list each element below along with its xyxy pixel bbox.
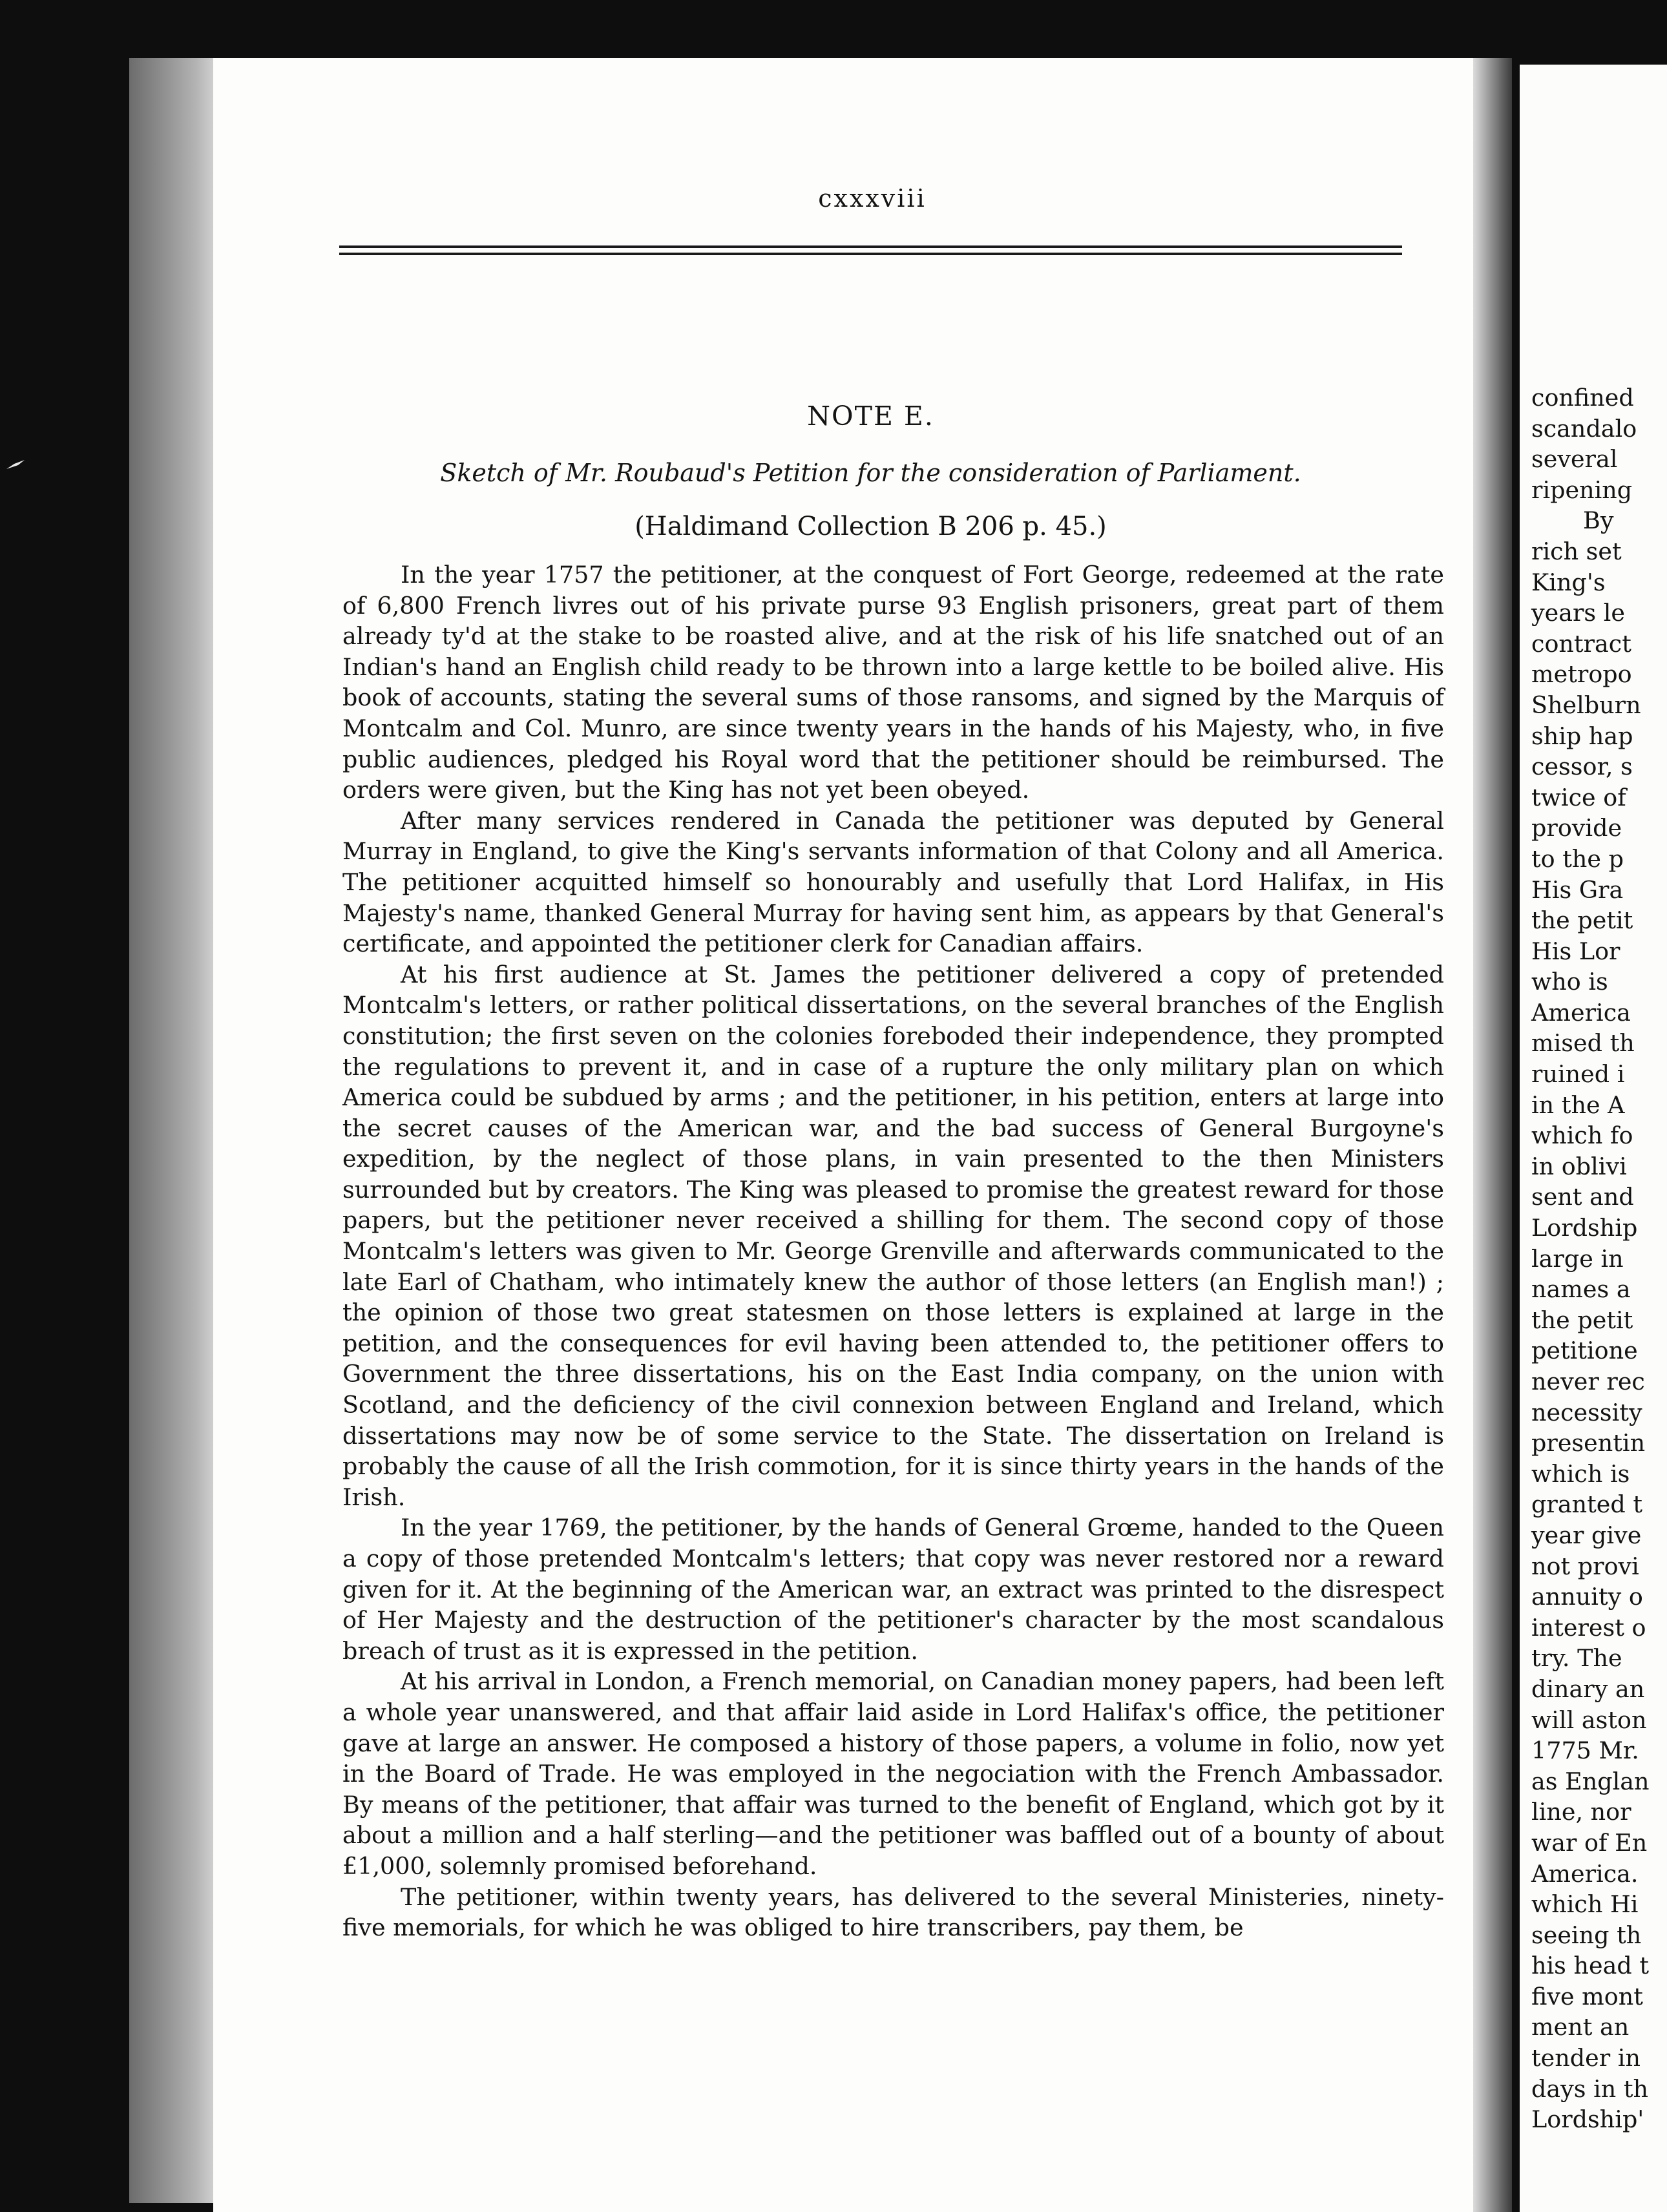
facing-page-line: America: [1531, 998, 1631, 1027]
facing-page-line: war of En: [1531, 1828, 1648, 1857]
facing-page-line: as Englan: [1531, 1767, 1650, 1795]
facing-page-line: ripening: [1531, 475, 1633, 504]
facing-page-line: his head t: [1531, 1952, 1650, 1980]
facing-page-line: several: [1531, 445, 1618, 474]
facing-page-line: years le: [1531, 599, 1626, 627]
facing-page-line: 1775 Mr.: [1531, 1737, 1639, 1765]
facing-page-line: By: [1583, 506, 1614, 535]
facing-page-line: twice of: [1531, 783, 1626, 811]
facing-page-line: try. The: [1531, 1644, 1622, 1673]
header-rule-bottom: [339, 253, 1402, 255]
facing-page-line: granted t: [1531, 1490, 1642, 1519]
facing-page-line: ment an: [1531, 2013, 1630, 2041]
facing-page-line: never rec: [1531, 1368, 1645, 1395]
facing-page-text: [1531, 382, 1667, 2135]
facing-page-line: dinary an: [1531, 1675, 1645, 1703]
facing-page-line: which Hi: [1531, 1890, 1639, 1919]
facing-page-line: confined: [1531, 384, 1634, 412]
facing-page-line: rich set: [1531, 537, 1622, 565]
facing-page-line: provide: [1531, 814, 1622, 842]
facing-page-line: scandalo: [1531, 414, 1637, 443]
facing-page-line: America.: [1531, 1859, 1639, 1888]
paragraph: The petitioner, within twenty years, has delivered to the several Ministeries, ninety-five memorials, for which he was obliged to hire transcribers, pay them, be: [342, 1883, 1444, 1942]
paragraph: In the year 1769, the petitioner, by the hands of General Grœme, handed to the Queen a copy of those pretended Montcalm's letters; that copy was never restored nor a reward given for it. At the beginning of the American war, an extract was printed to the disrespect of Her Majesty and the destruction of the petitioner's character by the most scandalous breach of trust as it is expressed in the petition.: [342, 1514, 1444, 1665]
facing-page-line: cessor, s: [1531, 753, 1633, 781]
header-rule-top: [339, 245, 1402, 248]
facing-page-line: the petit: [1531, 1306, 1633, 1334]
facing-page-line: sent and: [1531, 1183, 1634, 1211]
facing-page-line: King's: [1531, 568, 1606, 596]
facing-page-line: seeing th: [1531, 1921, 1642, 1949]
facing-page-line: annuity o: [1531, 1583, 1643, 1611]
facing-page-line: names a: [1531, 1275, 1631, 1304]
note-source: (Haldimand Collection B 206 p. 45.): [634, 512, 1107, 541]
paragraph: At his first audience at St. James the petitioner delivered a copy of pretended Montcalm's letters, or rather political dissertations, on the several branches of the English constitution; the first seven on the colonies foreboded their independence, they prompted the regulations to prevent it, and in case of a rupture the only military plan on which America could be subdued by arms ; and the petitioner, in his petition, enters at large into the secret causes of the American war, and the bad success of General Burgoyne's expedition, by the neglect of those plans, in vain presented to the then Ministers surrounded but by creators. The King was pleased to promise the greatest reward for those papers, but the petitioner never received a shilling for them. The second copy of those Montcalm's letters was given to Mr. George Grenville and afterwards communicated to the late Earl of Chatham, who intimately knew the author of those letters (an English man!) ; the opinion of those two great statesmen on those letters is explained at large in the petition, and the consequences for evil having been attended to, the petitioner offers to Government the three dissertations, his on the East India company, on the union with Scotland, and the deficiency of the civil connexion between England and Ireland, which dissertations may now be of some service to the State. The dissertation on Ireland is probably the cause of all the Irish commotion, for it is since thirty years in the hands of the Irish.: [342, 960, 1444, 1511]
note-subtitle: Sketch of Mr. Roubaud's Petition for the consideration of Parliament.: [440, 459, 1301, 487]
facing-page-line: Lordship: [1531, 1214, 1638, 1242]
facing-page-line: days in th: [1531, 2074, 1649, 2103]
facing-page-line: in the A: [1531, 1090, 1625, 1119]
header-double-rule: [339, 245, 1402, 255]
facing-page-line: the petit: [1531, 906, 1633, 935]
facing-page-line: which is: [1531, 1459, 1630, 1488]
facing-page-line: will aston: [1531, 1706, 1647, 1734]
facing-page-line: large in: [1531, 1244, 1624, 1273]
facing-page-line: tender in: [1531, 2044, 1641, 2072]
facing-page: [1520, 65, 1667, 2212]
facing-page-line: Shelburn: [1531, 691, 1641, 719]
facing-page-line: who is: [1531, 968, 1608, 996]
paragraph: After many services rendered in Canada the petitioner was deputed by General Murray in England, to give the King's servants information of that Colony and all America. The petitioner acquitted himself so honourably and usefully that Lord Halifax, in His Majesty's name, thanked General Murray for having sent him, as appears by that General's certificate, and appointed the petitioner clerk for Canadian affairs.: [342, 806, 1444, 958]
page-fold-shadow: [1473, 58, 1512, 2212]
facing-page-line: not provi: [1531, 1552, 1639, 1580]
paragraph: In the year 1757 the petitioner, at the conquest of Fort George, redeemed at the rate of 6,800 French livres out of his private purse 93 English prisoners, great part of them already ty'd at the stake to be roasted alive, and at the risk of his life snatched out of an Indian's hand an English child ready to be thrown into a large kettle to be boiled alive. His book of accounts, stating the several sums of those ransoms, and signed by the Marquis of Montcalm and Col. Munro, are since twenty years in the hands of his Majesty, who, in five public audiences, pledged his Royal word that the petitioner should be reimbursed. The orders were given, but the King has not yet been obeyed.: [342, 561, 1444, 804]
facing-page-line: His Gra: [1531, 875, 1624, 904]
page-number: cxxxviii: [818, 184, 927, 213]
facing-page-line: presentin: [1531, 1429, 1646, 1457]
page-gutter: [129, 58, 213, 2203]
facing-page-line: Lordship': [1531, 2105, 1644, 2134]
facing-page-line: ship hap: [1531, 722, 1633, 750]
facing-page-line: petitione: [1531, 1337, 1638, 1365]
paragraph: At his arrival in London, a French memorial, on Canadian money papers, had been left a whole year unanswered, and that affair laid aside in Lord Halifax's office, the petitioner gave at large an answer. He composed a history of those papers, a volume in folio, now yet in the Board of Trade. He was employed in the negociation with the French Ambassador. By means of the petitioner, that affair was turned to the benefit of England, which got by it about a million and a half sterling—and the petitioner was baffled out of a bounty of about £1,000, solemnly promised beforehand.: [342, 1667, 1444, 1880]
facing-page-line: mised th: [1531, 1029, 1635, 1058]
facing-page-line: to the p: [1531, 844, 1624, 873]
facing-page-line: metropo: [1531, 660, 1632, 689]
facing-page-line: year give: [1531, 1521, 1642, 1549]
facing-page-line: His Lor: [1531, 937, 1620, 965]
note-title: NOTE E.: [807, 401, 934, 432]
facing-page-line: which fo: [1531, 1122, 1633, 1150]
facing-page-line: interest o: [1531, 1613, 1646, 1642]
facing-page-line: contract: [1531, 629, 1631, 658]
facing-page-line: five mont: [1531, 1982, 1643, 2010]
facing-page-line: ruined i: [1531, 1060, 1625, 1089]
facing-page-line: line, nor: [1531, 1798, 1631, 1826]
facing-page-line: necessity: [1531, 1398, 1642, 1426]
facing-page-line: in oblivi: [1531, 1152, 1627, 1180]
petition-body: [342, 559, 1444, 1943]
